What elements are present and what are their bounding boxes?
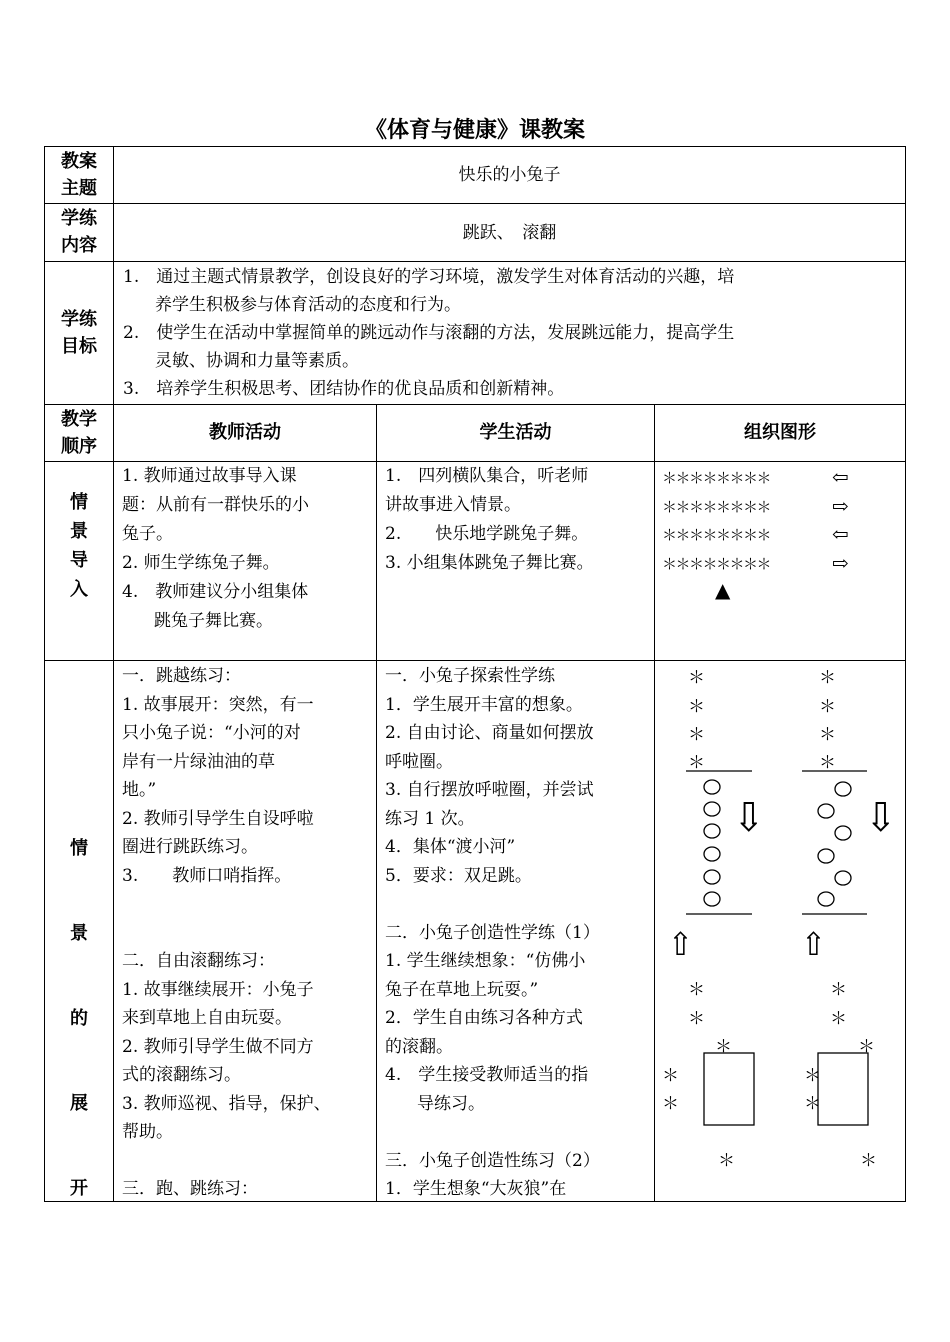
star-mark: ＊	[860, 1151, 877, 1171]
star-mark: ＊	[688, 697, 705, 717]
content-label: 学练内容	[61, 208, 97, 256]
section1-label: 情 景 导 入	[70, 492, 88, 600]
page-title: 《体育与健康》课教案	[364, 118, 585, 143]
up-arrow-icon: ⇧	[800, 925, 827, 963]
formation-arrow-icon: ⇨	[832, 551, 849, 575]
star-mark: ＊	[858, 1037, 875, 1057]
formation-row: ＊＊＊＊＊＊＊＊	[662, 526, 771, 544]
section1-student: 1. 四列横队集合，听老师 讲故事进入情景。 2. 快乐地学跳兔子舞。 3. 小组集体跳兔子舞比赛。	[385, 466, 594, 573]
row-border	[44, 404, 906, 405]
star-mark: ＊	[804, 1066, 821, 1086]
up-arrow-icon: ⇧	[667, 925, 694, 963]
section2-teacher: 一．跳越练习： 1. 故事展开：突然，有一 只小兔子说：“小河的对 岸有一片绿油油的草 地。” 2. 教师引导学生自设呼啦 圈进行跳跃练习。 3. 教师口哨指挥。 二．自由滚翻练习： 1. 故事继续展开：小兔子 来到草地上自由玩耍。 2. 教师引导学生做不同方 式的滚翻练习。 3. 教师巡视、指导，保护、 帮助。 三．跑、跳练习：	[122, 666, 331, 1199]
star-mark: ＊	[662, 1066, 679, 1086]
teacher-triangle-icon: ▲	[715, 578, 731, 602]
goal-line: 2. 使学生在活动中掌握简单的跳远动作与滚翻的方法，发展跳远能力，提高学生	[123, 323, 735, 343]
col-border	[905, 146, 906, 1202]
diagram-header: 组织图形	[744, 422, 816, 443]
row-border	[44, 261, 906, 262]
formation-row: ＊＊＊＊＊＊＊＊	[662, 498, 771, 516]
goal-line: 3. 培养学生积极思考、团结协作的优良品质和创新精神。	[123, 379, 565, 399]
col-border	[44, 146, 45, 1202]
formation-row: ＊＊＊＊＊＊＊＊	[662, 555, 771, 573]
goal-line: 1. 通过主题式情景教学，创设良好的学习环境，激发学生对体育活动的兴趣，培	[123, 267, 735, 287]
section2-label: 情 景 的 展 开	[70, 838, 88, 1199]
formation-arrow-icon: ⇦	[832, 465, 849, 489]
formation-arrow-icon: ⇨	[832, 494, 849, 518]
star-mark: ＊	[819, 753, 836, 773]
goal-line: 养学生积极参与体育活动的态度和行为。	[155, 295, 461, 315]
star-mark: ＊	[688, 668, 705, 688]
row-border	[44, 660, 906, 661]
row-border	[44, 146, 906, 147]
star-mark: ＊	[662, 1094, 679, 1114]
star-mark: ＊	[804, 1094, 821, 1114]
down-arrow-icon: ⇩	[732, 795, 766, 841]
star-mark: ＊	[830, 980, 847, 1000]
order-header: 教学顺序	[61, 409, 97, 457]
goals-list	[123, 263, 903, 403]
star-mark: ＊	[819, 668, 836, 688]
section2-student: 一．小兔子探索性学练 1．学生展开丰富的想象。 2. 自由讨论、商量如何摆放 呼啦圈。 3. 自行摆放呼啦圈，并尝试 练习 1 次。 4．集体“渡小河” 5．要求：双足跳。 二．小兔子创造性学练（1） 1. 学生继续想象：“仿佛小 兔子在草地上玩耍。” 2．学生自由练习各种方式 的滚翻。 4. 学生接受教师适当的指 导练习。 三．小兔子创造性练习（2） 1．学生想象“大灰狼”在	[385, 666, 600, 1199]
star-mark: ＊	[830, 1009, 847, 1029]
section1-teacher: 1. 教师通过故事导入课 题：从前有一群快乐的小 兔子。 2. 师生学练兔子舞。 4. 教师建议分小组集体 跳兔子舞比赛。	[122, 466, 309, 631]
down-arrow-icon: ⇩	[864, 795, 898, 841]
star-mark: ＊	[715, 1037, 732, 1057]
star-mark: ＊	[819, 725, 836, 745]
col-border	[654, 404, 655, 1202]
star-mark: ＊	[688, 980, 705, 1000]
student-header: 学生活动	[479, 422, 552, 443]
content-value: 跳跃、 滚翻	[462, 223, 557, 243]
formation-row: ＊＊＊＊＊＊＊＊	[662, 469, 771, 487]
star-mark: ＊	[688, 753, 705, 773]
star-mark: ＊	[688, 1009, 705, 1029]
theme-value: 快乐的小兔子	[458, 165, 561, 185]
goals-label: 学练目标	[61, 309, 97, 357]
formation-arrow-icon: ⇦	[832, 522, 849, 546]
star-mark: ＊	[718, 1151, 735, 1171]
star-mark: ＊	[819, 697, 836, 717]
teacher-header: 教师活动	[209, 422, 281, 443]
goal-line: 灵敏、协调和力量等素质。	[155, 351, 359, 371]
col-border	[376, 404, 377, 1202]
theme-label: 教案主题	[61, 151, 97, 199]
star-mark: ＊	[688, 725, 705, 745]
col-border	[113, 146, 114, 1202]
row-border	[44, 203, 906, 204]
